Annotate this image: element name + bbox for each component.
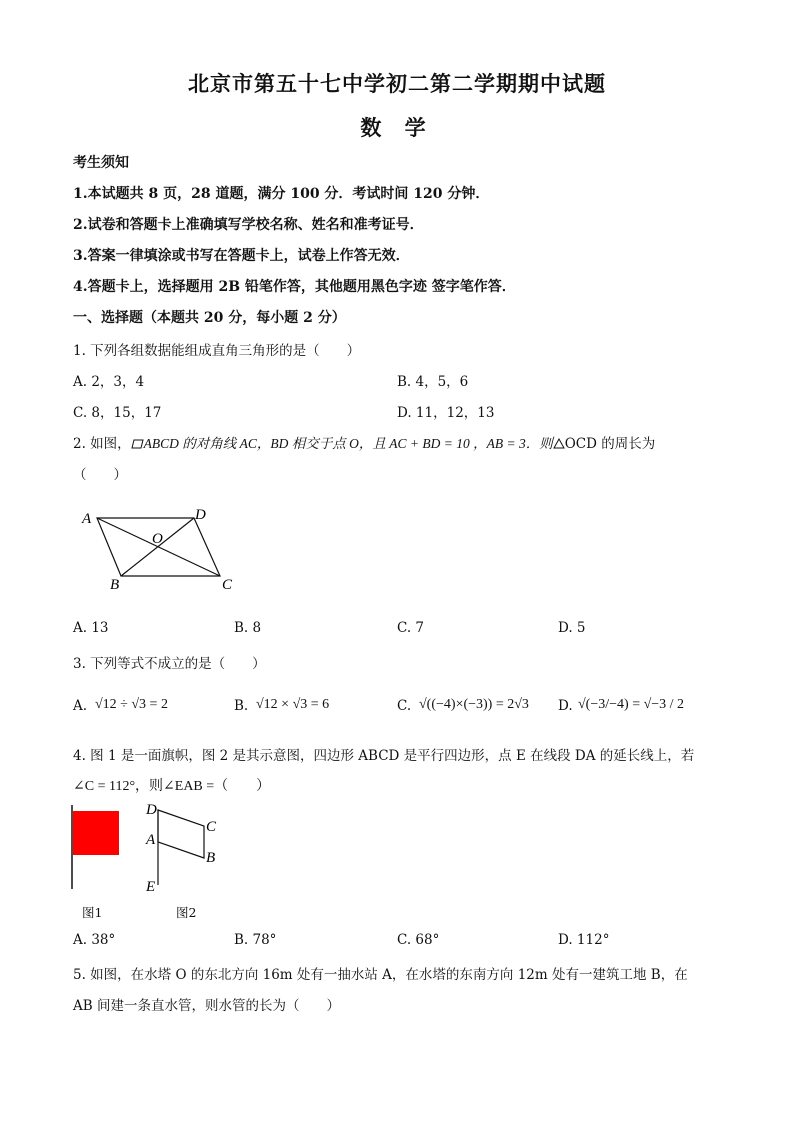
q2-stem-prefix: 2. 如图， [73,436,131,452]
parallelogram-abcd-shape [158,810,204,858]
notice-heading: 考生须知 [73,155,129,171]
q1-option-b: B. 4，5，6 [397,374,469,390]
section-heading: 一、选择题（本题共 20 分，每小题 2 分） [73,310,346,326]
q1-option-d: D. 11，12，13 [397,405,495,421]
q2-label-o: O [152,531,163,547]
q2-label-c: C [222,577,233,593]
q3-option-d-label: D. [558,698,573,714]
q4-option-d: D. 112° [558,932,610,948]
diagonal-bd [121,518,194,576]
q1-stem: 1. 下列各组数据能组成直角三角形的是（ ） [73,343,361,359]
parallelogram-symbol-icon [131,439,144,449]
flag-pole [68,805,128,895]
page-title: 北京市第五十七中学初二第二学期期中试题 [188,71,606,96]
q2-stem-suffix: OCD 的周长为 [564,436,656,452]
q2-parallelogram-figure [78,503,248,598]
q4-option-b: B. 78° [234,932,277,948]
q3-option-a-expr: √12 ÷ √3 = 2 [95,697,168,712]
q3-option-d-expr: √(−3/−4) = √−3 / 2 [578,697,685,712]
q4-stem-line2: ∠C = 112°，则∠EAB =（ ） [73,779,271,794]
q3-stem: 3. 下列等式不成立的是（ ） [73,656,266,672]
q2-stem-body: ABCD 的对角线 AC，BD 相交于点 O，且 AC + BD = 10 ，AB = 3．则 [143,436,553,451]
q4-label-d: D [146,802,157,818]
triangle-symbol-icon [553,438,565,449]
q4-figure-2-caption: 图2 [176,905,197,920]
q4-label-a: A [146,832,156,848]
q4-option-c: C. 68° [397,932,440,948]
q5-stem-line2: AB 间建一条直水管，则水管的长为（ ） [73,998,340,1014]
q1-option-a: A. 2，3，4 [73,374,145,390]
q5-stem-line1: 5. 如图，在水塔 O 的东北方向 16m 处有一抽水站 A，在水塔的东南方向 12m 处有一建筑工地 B，在 [73,967,688,983]
q2-option-c: C. 7 [397,620,425,636]
q1-option-c: C. 8，15，17 [73,405,162,421]
q3-option-b-label: B. [234,698,249,714]
q2-option-b: B. 8 [234,620,262,636]
q2-option-a: A. 13 [73,620,109,636]
notice-item-2: 2.试卷和答题卡上准确填写学校名称、姓名和准考证号． [73,217,424,233]
q2-label-b: B [110,577,120,593]
notice-item-3: 3.答案一律填涂或书写在答题卡上，试卷上作答无效． [73,248,410,264]
q3-option-b-expr: √12 × √3 = 6 [256,697,330,712]
q4-figure-1-caption: 图1 [82,905,103,920]
subject-title: 数 学 [360,115,434,140]
diagonal-ac [97,518,220,576]
q4-stem-line1: 4. 图 1 是一面旗帜，图 2 是其示意图，四边形 ABCD 是平行四边形，点 E 在线段 DA 的延长线上，若 [73,748,695,764]
q4-label-e: E [146,879,156,895]
q3-option-a-label: A. [73,698,88,714]
q2-label-a: A [82,511,92,527]
q4-label-c: C [206,819,217,835]
q2-stem [73,432,655,452]
q4-label-b: B [206,850,216,866]
q4-option-a: A. 38° [73,932,116,948]
q2-stem-line2: （ ） [73,467,127,483]
q2-label-d: D [195,507,206,523]
notice-item-1: 1.本试题共 8 页，28 道题，满分 100 分．考试时间 120 分钟． [73,186,490,202]
notice-item-4: 4.答题卡上，选择题用 2B 铅笔作答，其他题用黑色字迹 签字笔作答． [73,279,516,295]
q3-option-c-label: C. [397,698,412,714]
q4-flag-diagram [140,800,230,895]
q3-option-c-expr: √((−4)×(−3)) = 2√3 [419,697,529,712]
q2-option-d: D. 5 [558,620,586,636]
